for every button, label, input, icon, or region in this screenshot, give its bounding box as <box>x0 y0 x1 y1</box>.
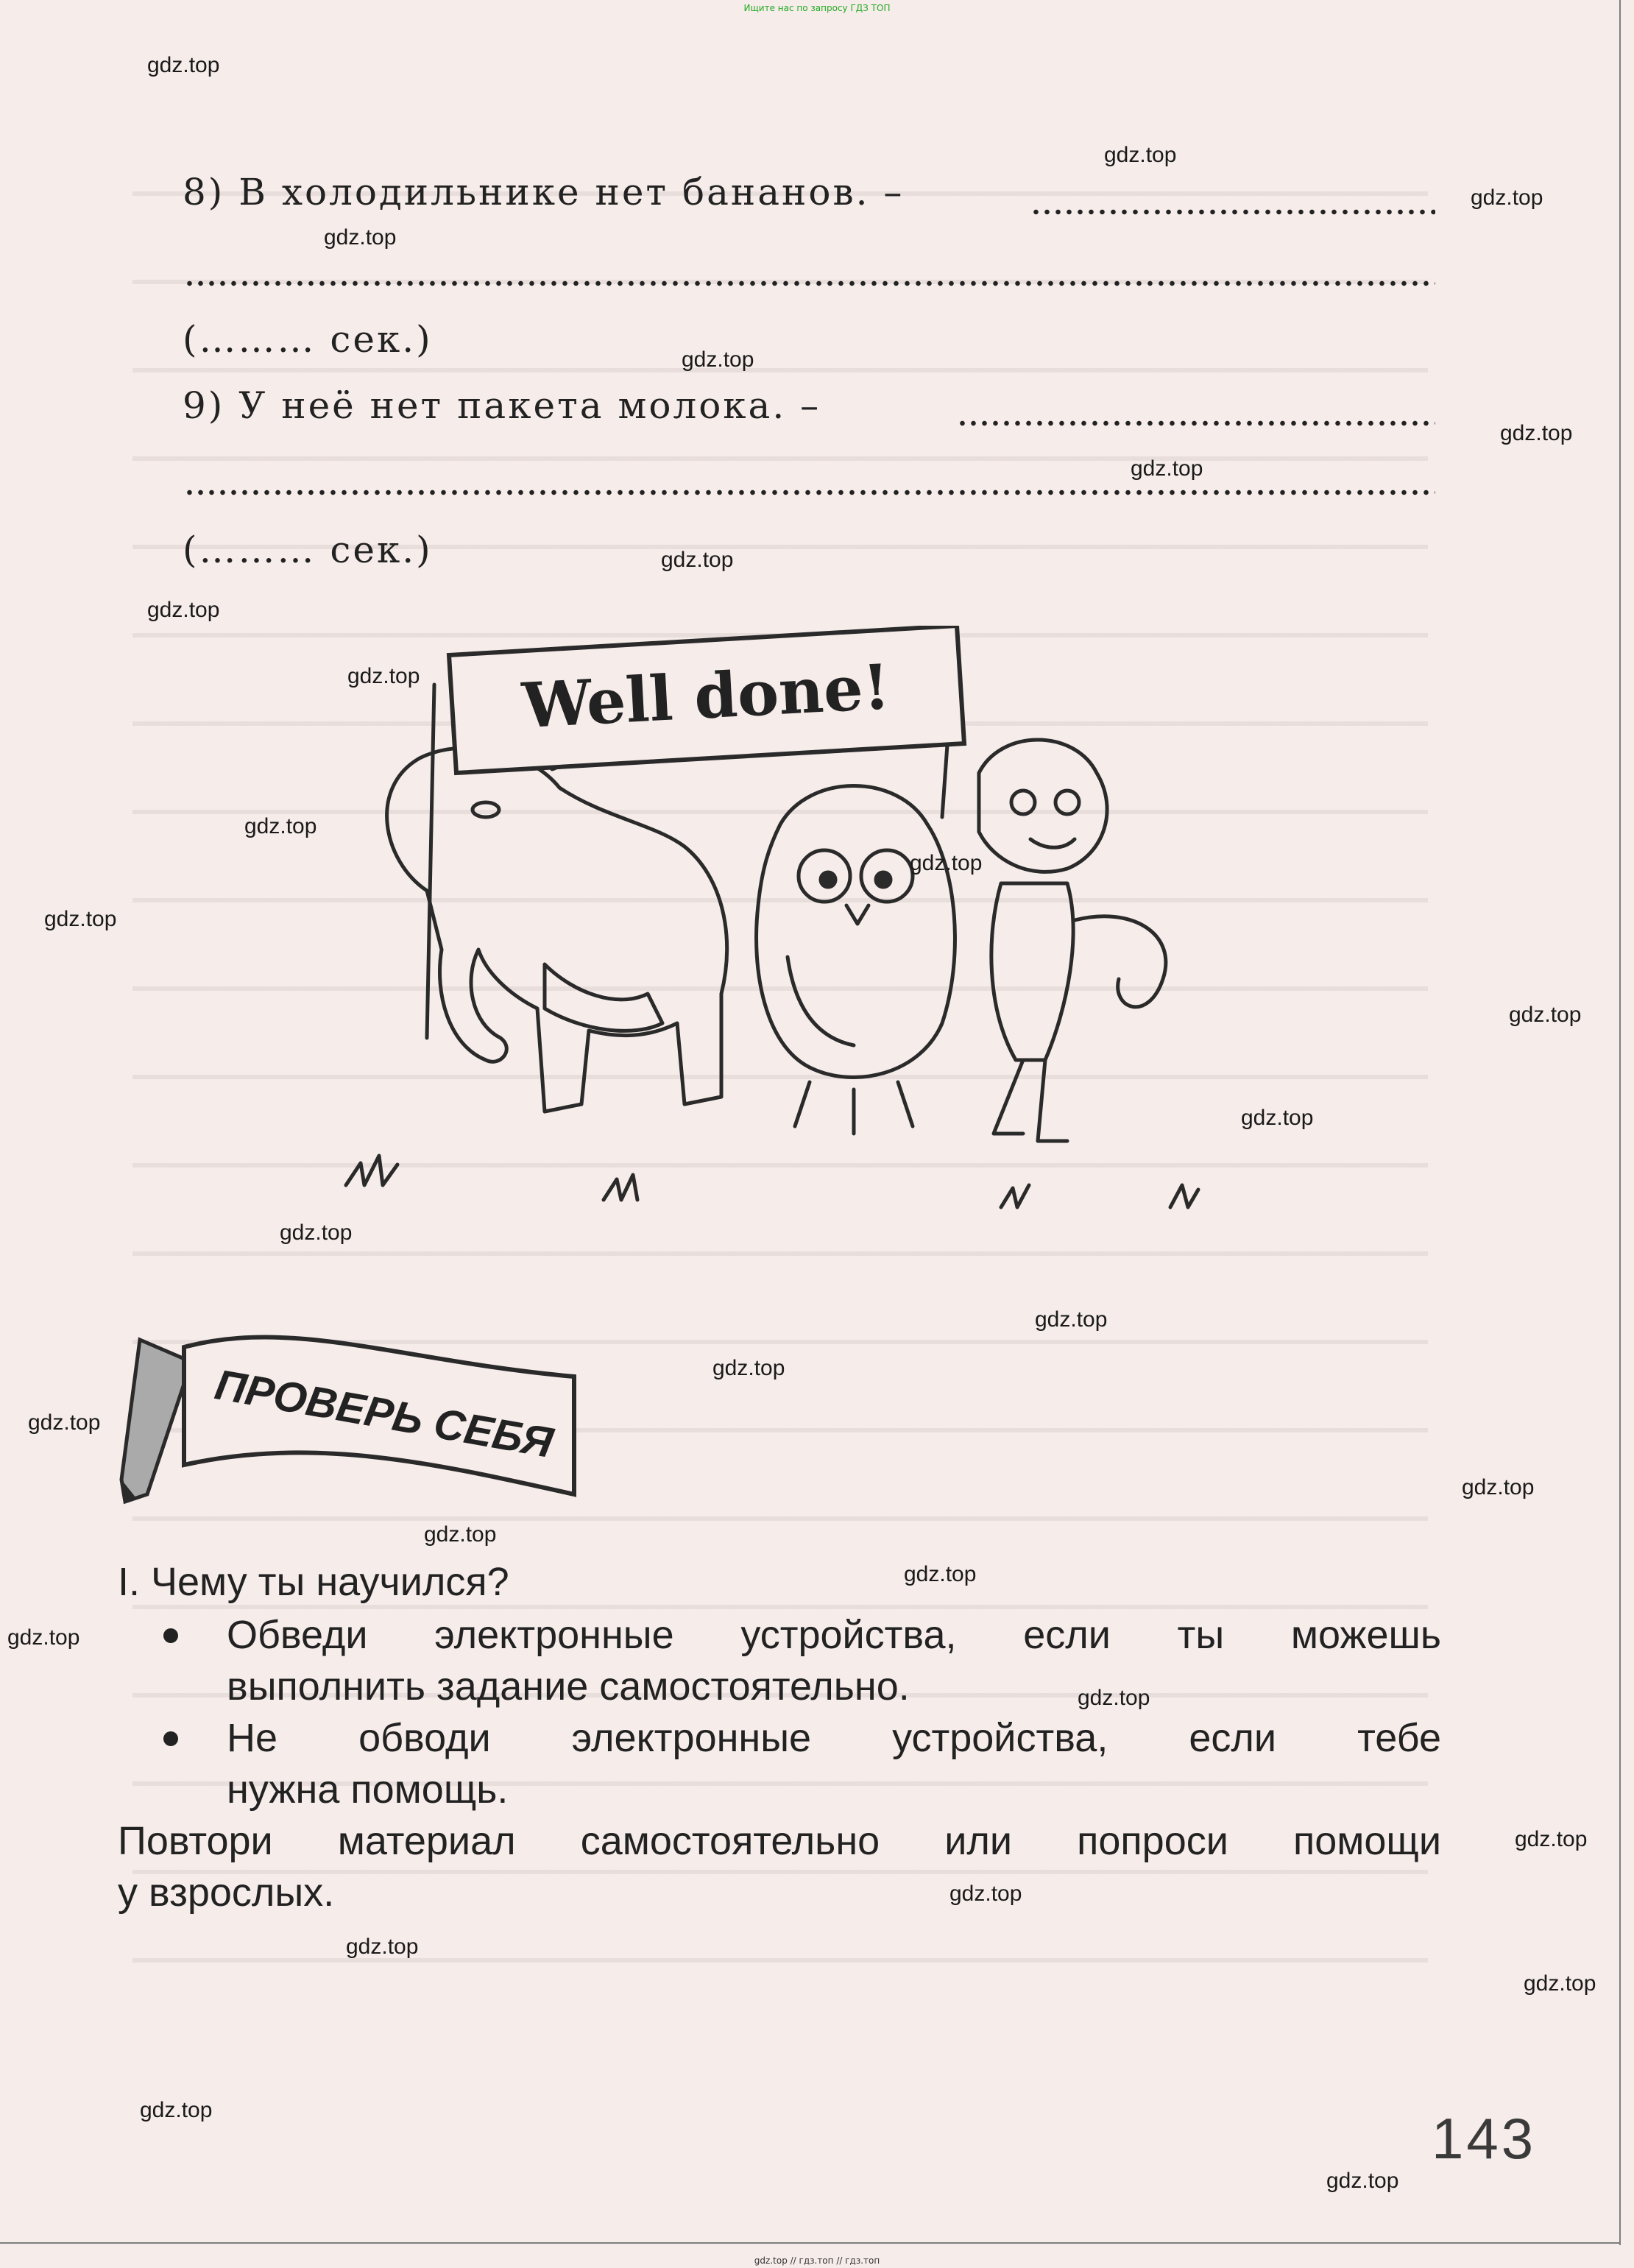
bullet2-line2: нужна помощь. <box>227 1767 509 1812</box>
para-line2: у взрослых. <box>118 1870 335 1915</box>
item8-timing: (……… сек.) <box>183 318 433 361</box>
item8-answer-line-1[interactable] <box>1030 208 1435 216</box>
watermark: gdz.top <box>1326 2169 1399 2193</box>
watermark: gdz.top <box>949 1882 1022 1906</box>
check-yourself-badge <box>110 1318 596 1524</box>
bullet2-line1: Не обводи электронные устройства, если тебе <box>227 1716 1441 1760</box>
grass-icon <box>1170 1185 1198 1207</box>
self-check-heading: I. Чему ты научился? <box>118 1560 509 1604</box>
watermark: gdz.top <box>280 1220 353 1245</box>
bullet-1 <box>163 1628 178 1643</box>
watermark: gdz.top <box>424 1522 497 1547</box>
watermark: gdz.top <box>44 907 117 931</box>
bottom-frame-line <box>0 2242 1621 2244</box>
right-frame-line <box>1619 0 1621 2245</box>
top-banner[interactable]: Ищите нас по запросу ГДЗ ТОП <box>743 3 891 13</box>
footer-links[interactable]: gdz.top // гдз.топ // гдз.топ <box>754 2255 880 2266</box>
monkey-icon <box>979 740 1107 872</box>
watermark: gdz.top <box>28 1410 101 1435</box>
item9-answer-line-2[interactable] <box>184 489 1435 496</box>
watermark: gdz.top <box>1462 1475 1535 1499</box>
item9-timing: (……… сек.) <box>183 529 433 571</box>
grass-icon <box>346 1156 397 1185</box>
watermark: gdz.top <box>147 598 220 622</box>
item8-prompt: 8) В холодильнике нет бананов. – <box>183 171 905 213</box>
watermark: gdz.top <box>661 548 734 572</box>
badge-text: ПРОВЕРЬ СЕБЯ <box>211 1360 556 1467</box>
watermark: gdz.top <box>1524 1971 1596 1996</box>
watermark: gdz.top <box>1509 1003 1582 1027</box>
watermark: gdz.top <box>140 2098 213 2122</box>
watermark: gdz.top <box>712 1356 785 1380</box>
watermark: gdz.top <box>1471 186 1543 210</box>
well-done-illustration <box>339 626 1251 1229</box>
watermark: gdz.top <box>904 1562 977 1586</box>
bullet1-line1: Обведи электронные устройства, если ты можешь <box>227 1613 1441 1657</box>
page-number: 143 <box>1432 2106 1537 2171</box>
watermark: gdz.top <box>244 814 317 838</box>
watermark: gdz.top <box>1500 421 1573 445</box>
watermark: gdz.top <box>7 1625 80 1650</box>
bullet-2 <box>163 1731 178 1746</box>
watermark: gdz.top <box>1104 143 1177 167</box>
elephant-icon <box>387 748 727 1112</box>
item8-answer-line-2[interactable] <box>184 280 1435 287</box>
watermark: gdz.top <box>147 53 220 77</box>
item9-prompt: 9) У неё нет пакета молока. – <box>183 384 821 427</box>
watermark: gdz.top <box>1131 456 1203 481</box>
para-line1: Повтори материал самостоятельно или попроси помощи <box>118 1819 1441 1863</box>
grass-icon <box>604 1175 637 1200</box>
banner-text: Well done! <box>520 649 892 743</box>
pencil-icon <box>121 1340 191 1502</box>
watermark: gdz.top <box>1035 1307 1108 1332</box>
owl-icon <box>757 786 955 1078</box>
grass-icon <box>1001 1185 1029 1207</box>
watermark: gdz.top <box>682 347 754 372</box>
bullet1-line2: выполнить задание самостоятельно. <box>227 1664 910 1709</box>
watermark: gdz.top <box>1515 1827 1588 1851</box>
item9-answer-line-1[interactable] <box>957 420 1435 427</box>
watermark: gdz.top <box>1241 1106 1314 1130</box>
watermark: gdz.top <box>347 664 420 688</box>
watermark: gdz.top <box>1078 1686 1150 1710</box>
watermark: gdz.top <box>910 851 983 875</box>
watermark: gdz.top <box>346 1935 419 1959</box>
watermark: gdz.top <box>324 225 397 250</box>
